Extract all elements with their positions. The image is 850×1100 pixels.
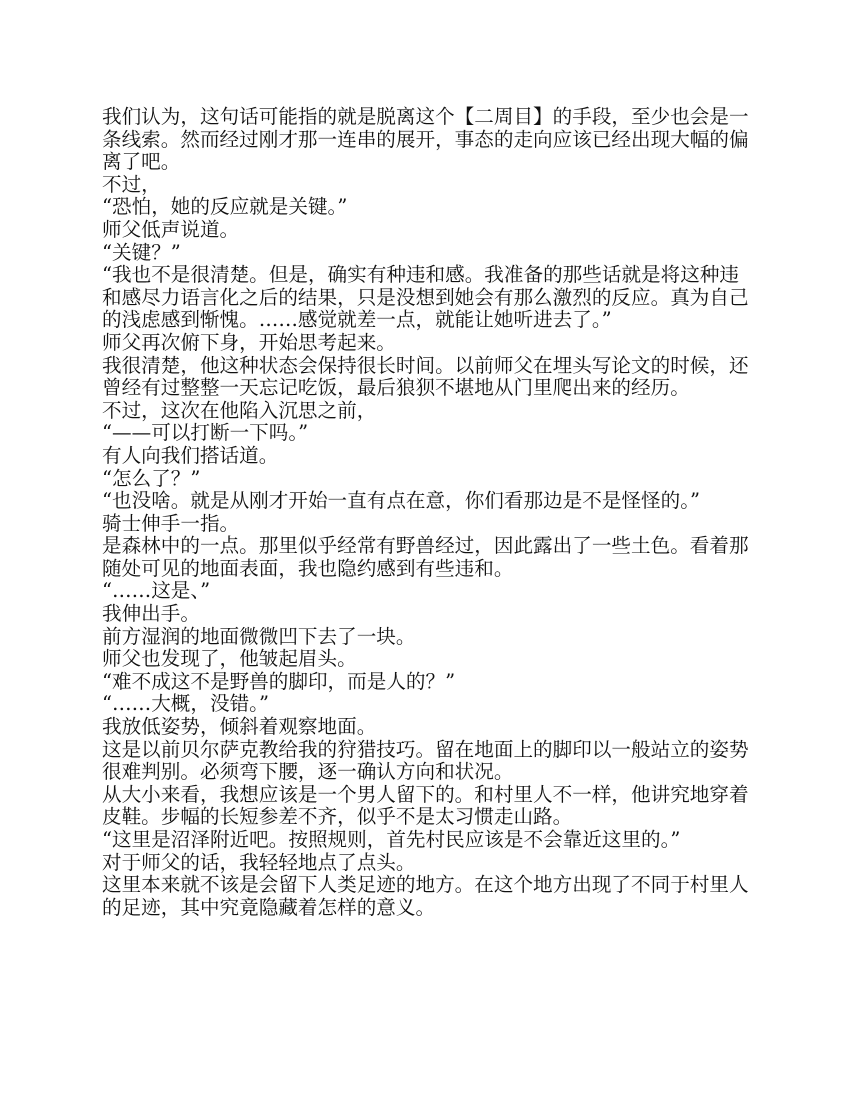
paragraph: “——可以打断一下吗。”	[102, 421, 309, 445]
paragraph: “……这是、”	[102, 579, 211, 603]
paragraph: “难不成这不是野兽的脚印，而是人的？”	[102, 669, 456, 693]
paragraph: 是森林中的一点。那里似乎经常有野兽经过，因此露出了一些土色。看着那随处可见的地面表面，我也隐约感到有些违和。	[102, 534, 749, 580]
paragraph: “我也不是很清楚。但是，确实有种违和感。我准备的那些话就是将这种违和感尽力语言化之后的结果，只是没想到她会有那么激烈的反应。真为自己的浅虑感到惭愧。……感觉就差一点，就能让她听进去了。”	[102, 263, 749, 332]
paragraph: 我放低姿势，倾斜着观察地面。	[102, 715, 377, 739]
paragraph: 这是以前贝尔萨克教给我的狩猎技巧。留在地面上的脚印以一般站立的姿势很难判别。必须弯下腰，逐一确认方向和状况。	[102, 737, 749, 784]
paragraph: 从大小来看，我想应该是一个男人留下的。和村里人不一样，他讲究地穿着皮鞋。步幅的长短参差不齐，似乎不是太习惯走山路。	[102, 782, 749, 829]
paragraph: 师父也发现了，他皱起眉头。	[102, 647, 357, 671]
paragraph: 我很清楚，他这种状态会保持很长时间。以前师父在埋头写论文的时候，还曾经有过整整一天忘记吃饭，最后狼狈不堪地从门里爬出来的经历。	[102, 353, 749, 400]
paragraph: 师父低声说道。	[102, 217, 240, 241]
paragraph: 有人向我们搭话道。	[102, 443, 279, 467]
paragraph: 这里本来就不该是会留下人类足迹的地方。在这个地方出现了不同于村里人的足迹，其中究竟隐藏着怎样的意义。	[102, 873, 749, 919]
paragraph: 师父再次俯下身，开始思考起来。	[102, 330, 396, 354]
document-page	[102, 106, 752, 919]
paragraph: “恐怕，她的反应就是关键。”	[102, 195, 348, 219]
paragraph: 不过，这次在他陷入沉思之前，	[102, 398, 377, 422]
paragraph: 对于师父的话，我轻轻地点了点头。	[102, 850, 416, 874]
paragraph: “……大概，没错。”	[102, 692, 269, 716]
paragraph: “这里是沼泽附近吧。按照规则，首先村民应该是不会靠近这里的。”	[102, 828, 681, 851]
paragraph: “也没啥。就是从刚才开始一直有点在意，你们看那边是不是怪怪的。”	[102, 489, 701, 513]
paragraph: 我伸出手。	[102, 602, 200, 626]
paragraph: 前方湿润的地面微微凹下去了一块。	[102, 624, 416, 648]
paragraph: 骑士伸手一指。	[102, 511, 240, 535]
paragraph: 不过，	[102, 172, 161, 196]
paragraph: “怎么了？”	[102, 466, 201, 490]
paragraph: “关键？”	[102, 240, 181, 264]
paragraph: 我们认为，这句话可能指的就是脱离这个【二周目】的手段，至少也会是一条线索。然而经过刚才那一连串的展开，事态的走向应该已经出现大幅的偏离了吧。	[102, 105, 749, 174]
